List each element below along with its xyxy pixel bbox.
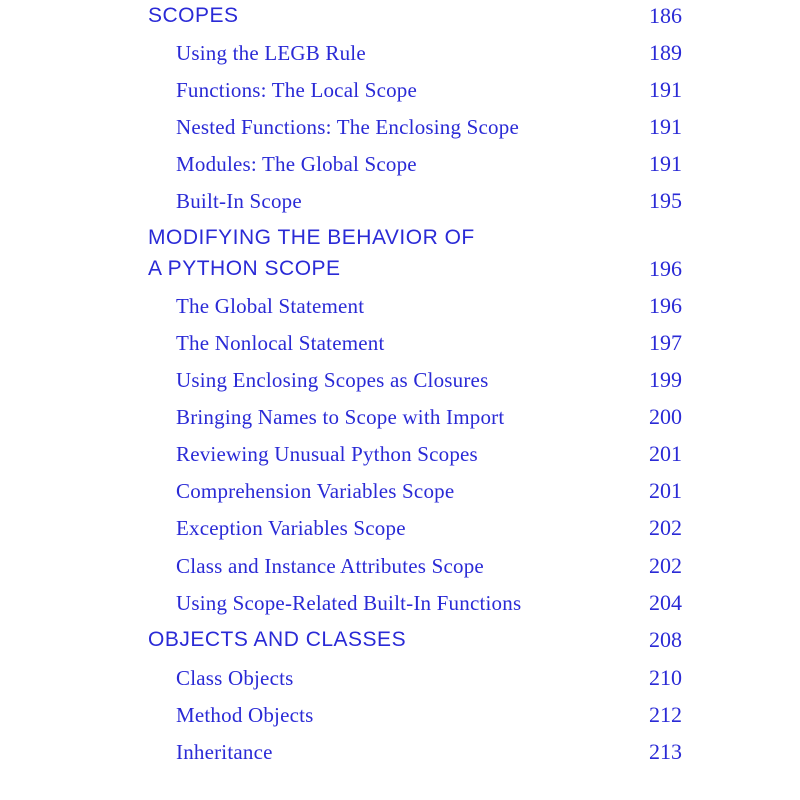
toc-entry bbox=[0, 325, 800, 361]
toc-page-number: 213 bbox=[649, 739, 682, 764]
toc-entry bbox=[0, 697, 800, 733]
toc-page-number: 201 bbox=[649, 478, 682, 503]
toc-entry bbox=[0, 399, 800, 435]
toc-section-title: A PYTHON SCOPE bbox=[148, 257, 341, 280]
toc-page-number: 196 bbox=[649, 256, 682, 281]
toc-entry bbox=[0, 660, 800, 696]
toc-section-modifying bbox=[0, 251, 800, 287]
toc-section-title: OBJECTS AND CLASSES bbox=[148, 628, 407, 651]
toc-section-title: SCOPES bbox=[148, 4, 239, 27]
toc-page-number: 210 bbox=[649, 665, 682, 690]
toc-page-number: 191 bbox=[649, 77, 682, 102]
toc-page-number: 191 bbox=[649, 114, 682, 139]
toc-page-number: 202 bbox=[649, 515, 682, 540]
toc-entry-title: Functions: The Local Scope bbox=[176, 78, 418, 102]
toc-page-number: 186 bbox=[649, 3, 682, 28]
toc-entry-title: Comprehension Variables Scope bbox=[176, 479, 455, 503]
toc-entry bbox=[0, 109, 800, 145]
toc-page-number: 196 bbox=[649, 293, 682, 318]
toc-entry bbox=[0, 146, 800, 182]
toc-entry-title: Using the LEGB Rule bbox=[176, 41, 366, 65]
toc-page-number: 191 bbox=[649, 151, 682, 176]
toc-page-number: 202 bbox=[649, 553, 682, 578]
toc-entry bbox=[0, 548, 800, 584]
toc-entry bbox=[0, 183, 800, 219]
toc-section-scopes bbox=[0, 0, 800, 34]
toc-page-number: 199 bbox=[649, 367, 682, 392]
toc-entry-title: Using Scope-Related Built-In Functions bbox=[176, 591, 522, 615]
toc-section-title: MODIFYING THE BEHAVIOR OF bbox=[148, 226, 475, 249]
toc-page-number: 189 bbox=[649, 40, 682, 65]
toc-page-number: 195 bbox=[649, 188, 682, 213]
toc-entry-title: Reviewing Unusual Python Scopes bbox=[176, 442, 478, 466]
toc-entry bbox=[0, 510, 800, 546]
toc-page-number: 200 bbox=[649, 404, 682, 429]
toc-section-objects bbox=[0, 622, 800, 658]
toc-entry-title: Modules: The Global Scope bbox=[176, 152, 417, 176]
toc-entry-title: Bringing Names to Scope with Import bbox=[176, 405, 505, 429]
toc-entry bbox=[0, 585, 800, 621]
toc-entry bbox=[0, 734, 800, 770]
toc-entry-title: Built-In Scope bbox=[176, 189, 302, 213]
toc-entry bbox=[0, 288, 800, 324]
toc-entry bbox=[0, 362, 800, 398]
toc-entry-title: Exception Variables Scope bbox=[176, 516, 406, 540]
toc-entry-title: Class and Instance Attributes Scope bbox=[176, 554, 484, 578]
toc-page-number: 197 bbox=[649, 330, 682, 355]
toc-entry bbox=[0, 436, 800, 472]
toc-entry-title: Using Enclosing Scopes as Closures bbox=[176, 368, 489, 392]
toc-entry-title: Class Objects bbox=[176, 666, 294, 690]
toc-entry-title: Nested Functions: The Enclosing Scope bbox=[176, 115, 519, 139]
toc-entry bbox=[0, 72, 800, 108]
toc-page-number: 204 bbox=[649, 590, 682, 615]
toc-page-number: 212 bbox=[649, 702, 682, 727]
toc-entry-title: The Global Statement bbox=[176, 294, 365, 318]
toc-entry-title: Inheritance bbox=[176, 740, 273, 764]
toc-entry-title: Method Objects bbox=[176, 703, 314, 727]
toc-entry bbox=[0, 35, 800, 71]
toc-entry-title: The Nonlocal Statement bbox=[176, 331, 385, 355]
toc-page-number: 208 bbox=[649, 627, 682, 652]
toc-entry bbox=[0, 473, 800, 509]
toc-page-number: 201 bbox=[649, 441, 682, 466]
